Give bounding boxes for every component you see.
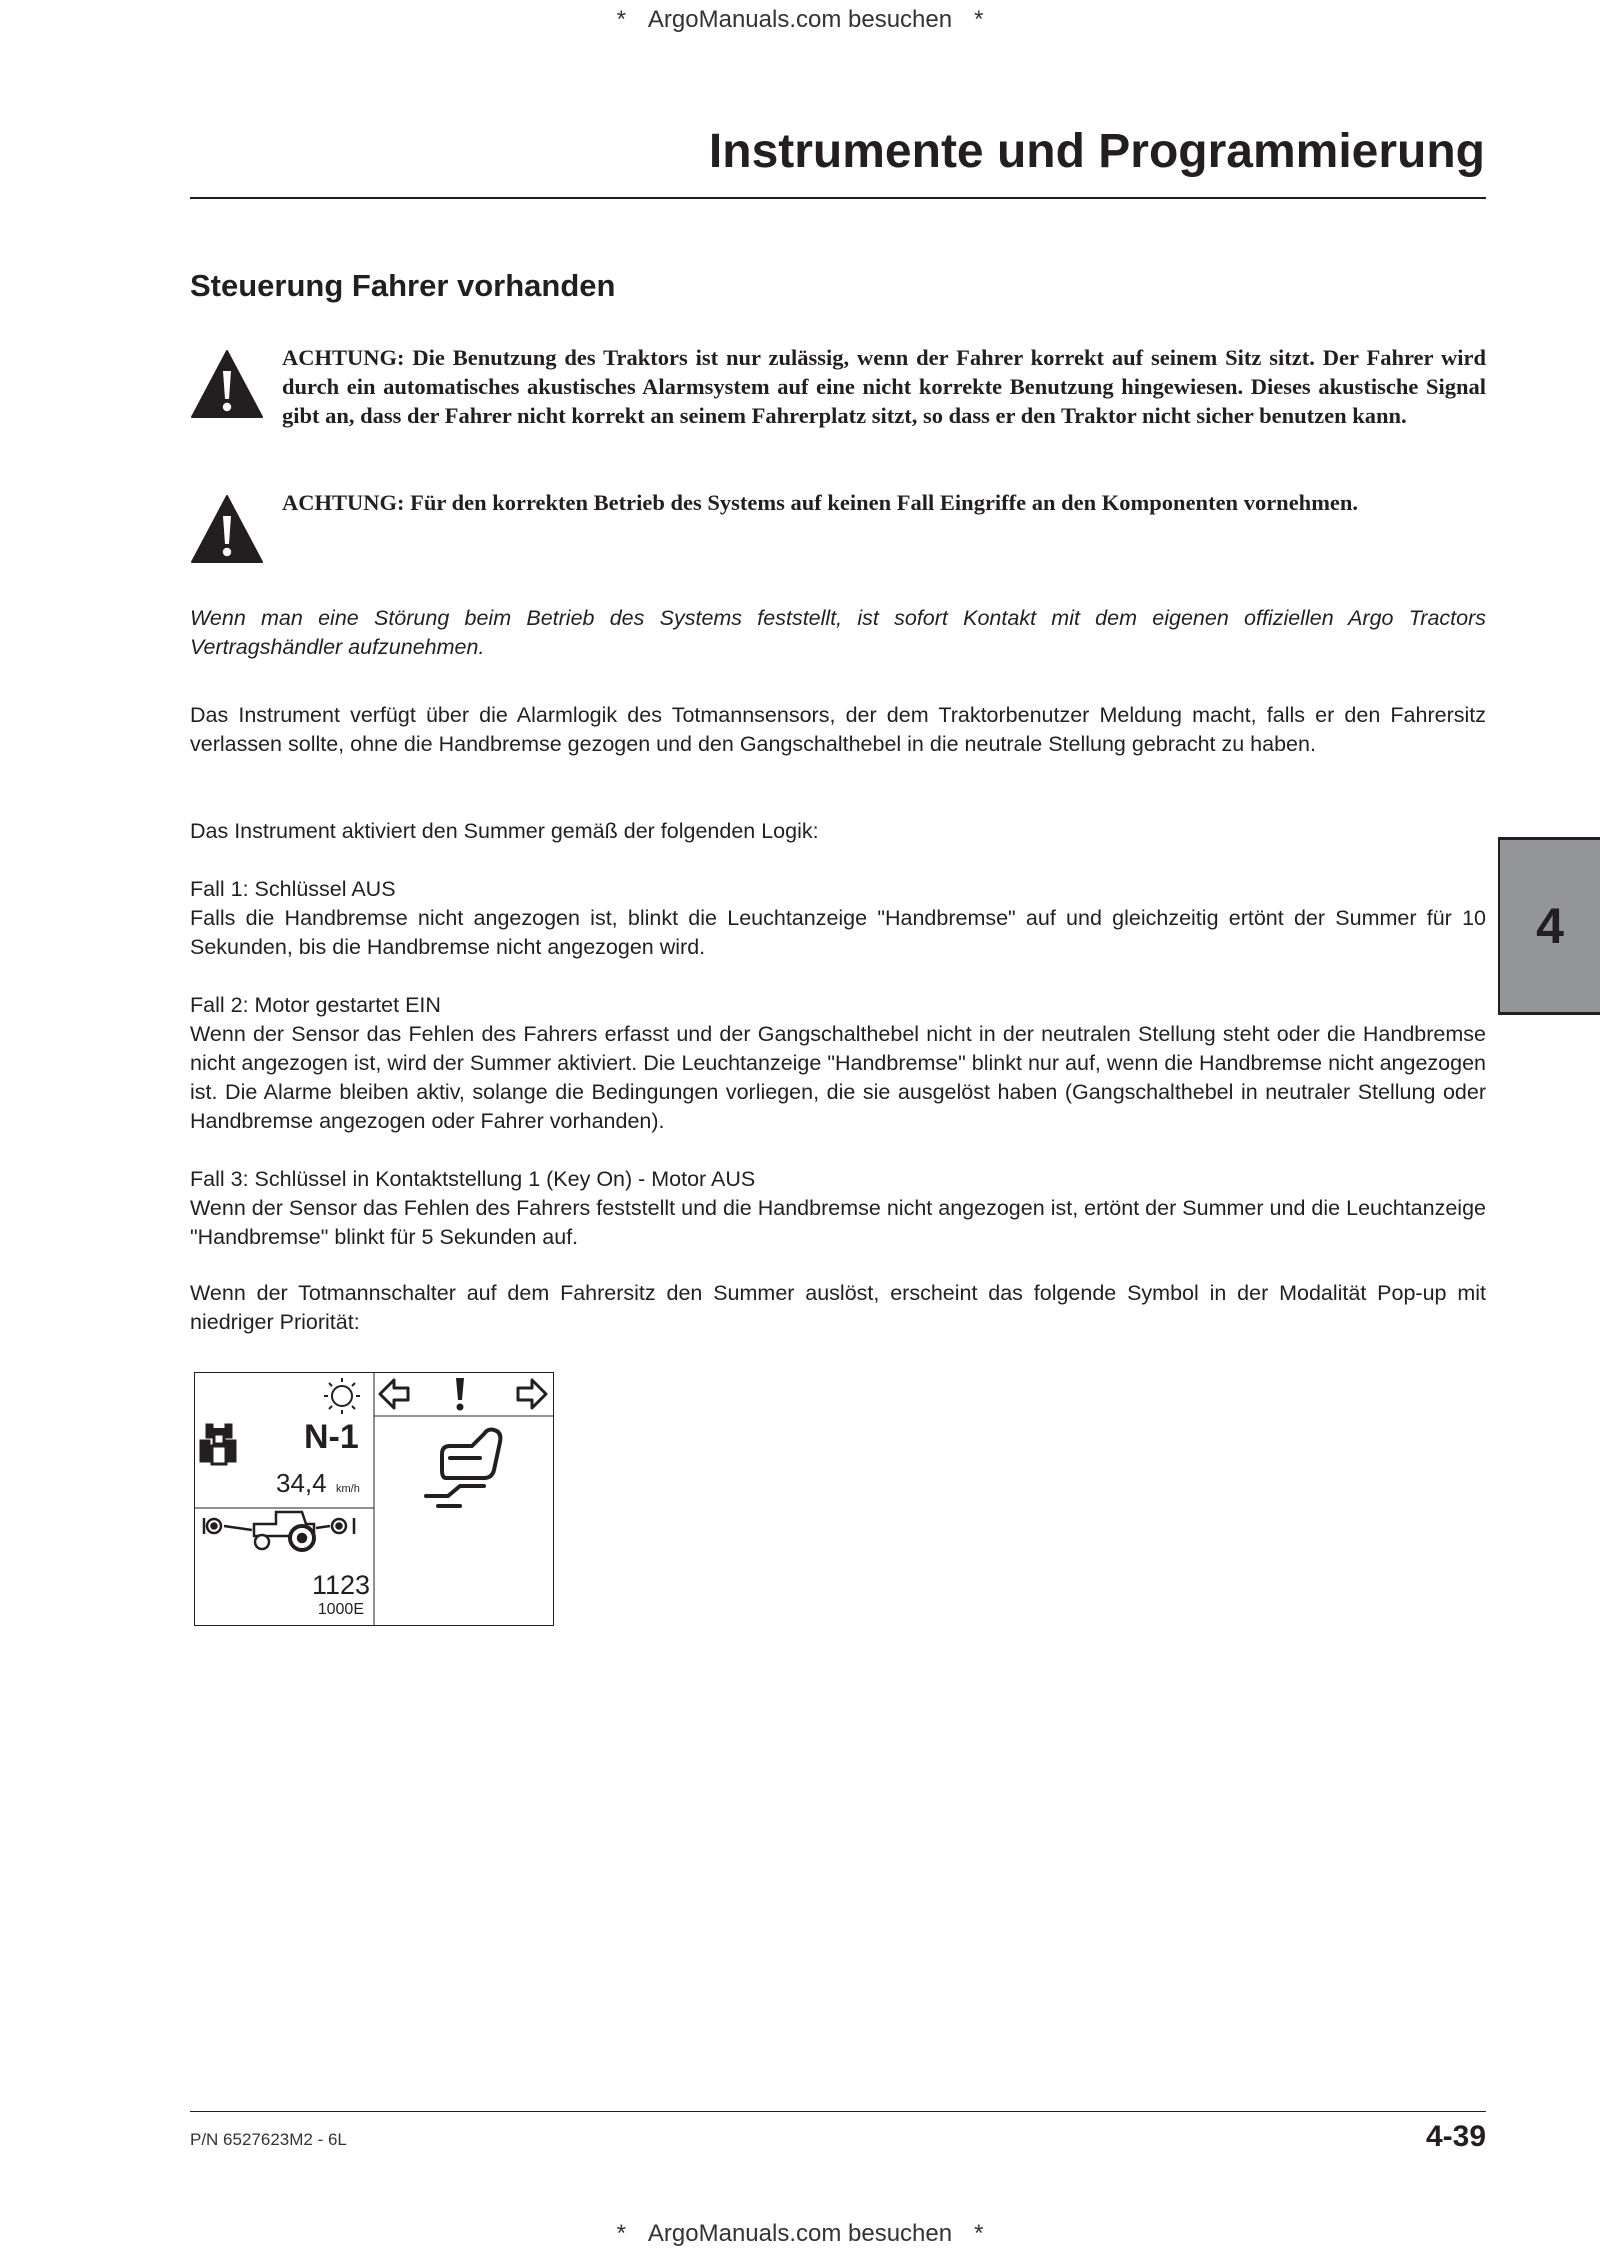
paragraph-logic: Das Instrument aktiviert den Summer gemäß der folgenden Logik: (190, 819, 819, 843)
case-title: Fall 2: Motor gestartet EIN (190, 993, 441, 1017)
watermark-text: ArgoManuals.com besuchen (647, 6, 953, 33)
watermark-star: * (974, 6, 984, 33)
warning-text: ACHTUNG: Die Benutzung des Traktors ist nur zulässig, wenn der Fahrer korrekt auf seinem Sitz sitzt. Der Fahrer wird durch ein automatisches akustisches Alarmsystem auf eine nicht korrekte Benutzung hingewiesen. Dieses akustische Signal gibt an, dass der Fahrer nicht korrekt an seinem Fahrerplatz sitzt, so dass er den Traktor nicht sicher benutzen kann. (282, 345, 1486, 428)
case-1 (190, 875, 1486, 962)
case-text: Wenn der Sensor das Fehlen des Fahrers erfasst und der Gangschalthebel nicht in der neutralen Stellung steht oder die Handbremse nicht angezogen ist, wird der Summer aktiviert. Die Leuchtanzeige "Handbremse" blinkt nur auf, wenn die Handbremse nicht angezogen ist. Die Alarme bleiben aktiv, solange die Bedingungen vorliegen, die sie ausgelöst haben (Gangschalthebel in neutraler Stellung oder Handbremse angezogen oder Fahrer vorhanden). (190, 1022, 1486, 1133)
gear-indicator: N-1 (304, 1418, 359, 1456)
dealer-contact-note: Wenn man eine Störung beim Betrieb des Systems feststellt, ist sofort Kontakt mit dem eigenen offiziellen Argo Tractors Vertragshändler aufzunehmen. (190, 606, 1486, 659)
chapter-tab (1498, 837, 1600, 1015)
warning-triangle-icon (190, 494, 264, 564)
section-title: Steuerung Fahrer vorhanden (190, 268, 616, 303)
footer-divider (190, 2111, 1486, 2112)
page-title: Instrumente und Programmierung (708, 125, 1485, 178)
case-text: Falls die Handbremse nicht angezogen ist, blinkt die Leuchtanzeige "Handbremse" auf und gleichzeitig ertönt der Summer für 10 Sekunden, bis die Handbremse nicht angezogen wird. (190, 906, 1486, 959)
page-number: 4-39 (1425, 2120, 1486, 2153)
case-2 (190, 991, 1486, 1136)
watermark-star: * (616, 6, 626, 33)
warning-block-2 (190, 488, 1486, 517)
case-text: Wenn der Sensor das Fehlen des Fahrers feststellt und die Handbremse nicht angezogen ist, ertönt der Summer und die Leuchtanzeige "Handbremse" blinkt für 5 Sekunden auf. (190, 1196, 1486, 1249)
case-title: Fall 3: Schlüssel in Kontaktstellung 1 (Key On) - Motor AUS (190, 1167, 756, 1191)
speed-value: 34,4 (276, 1468, 327, 1498)
paragraph-popup: Wenn der Totmannschalter auf dem Fahrersitz den Summer auslöst, erscheint das folgende Symbol in der Modalität Pop-up mit niedriger Priorität: (190, 1281, 1486, 1334)
instrument-display (194, 1372, 554, 1626)
pto-rpm: 1123 (311, 1570, 370, 1600)
case-3 (190, 1165, 1486, 1252)
watermark-bottom (0, 2220, 1600, 2248)
watermark-text: ArgoManuals.com besuchen (647, 2220, 953, 2247)
watermark-top (0, 6, 1600, 34)
speed-unit: km/h (336, 1483, 360, 1495)
pto-mode: 1000E (317, 1601, 364, 1618)
watermark-star: * (616, 2220, 626, 2247)
part-number: P/N 6527623M2 - 6L (190, 2130, 347, 2149)
watermark-star: * (974, 2220, 984, 2247)
warning-triangle-icon (190, 349, 264, 419)
header-divider (190, 197, 1486, 199)
paragraph-intro: Das Instrument verfügt über die Alarmlogik des Totmannsensors, der dem Traktorbenutzer Meldung macht, falls er den Fahrersitz verlassen sollte, ohne die Handbremse gezogen und den Gangschalthebel in die neutrale Stellung gebracht zu haben. (190, 703, 1486, 756)
warning-text: ACHTUNG: Für den korrekten Betrieb des Systems auf keinen Fall Eingriffe an den Komponenten vornehmen. (282, 490, 1359, 515)
chapter-number: 4 (1536, 898, 1564, 954)
case-title: Fall 1: Schlüssel AUS (190, 877, 396, 901)
warning-block-1 (190, 343, 1486, 430)
